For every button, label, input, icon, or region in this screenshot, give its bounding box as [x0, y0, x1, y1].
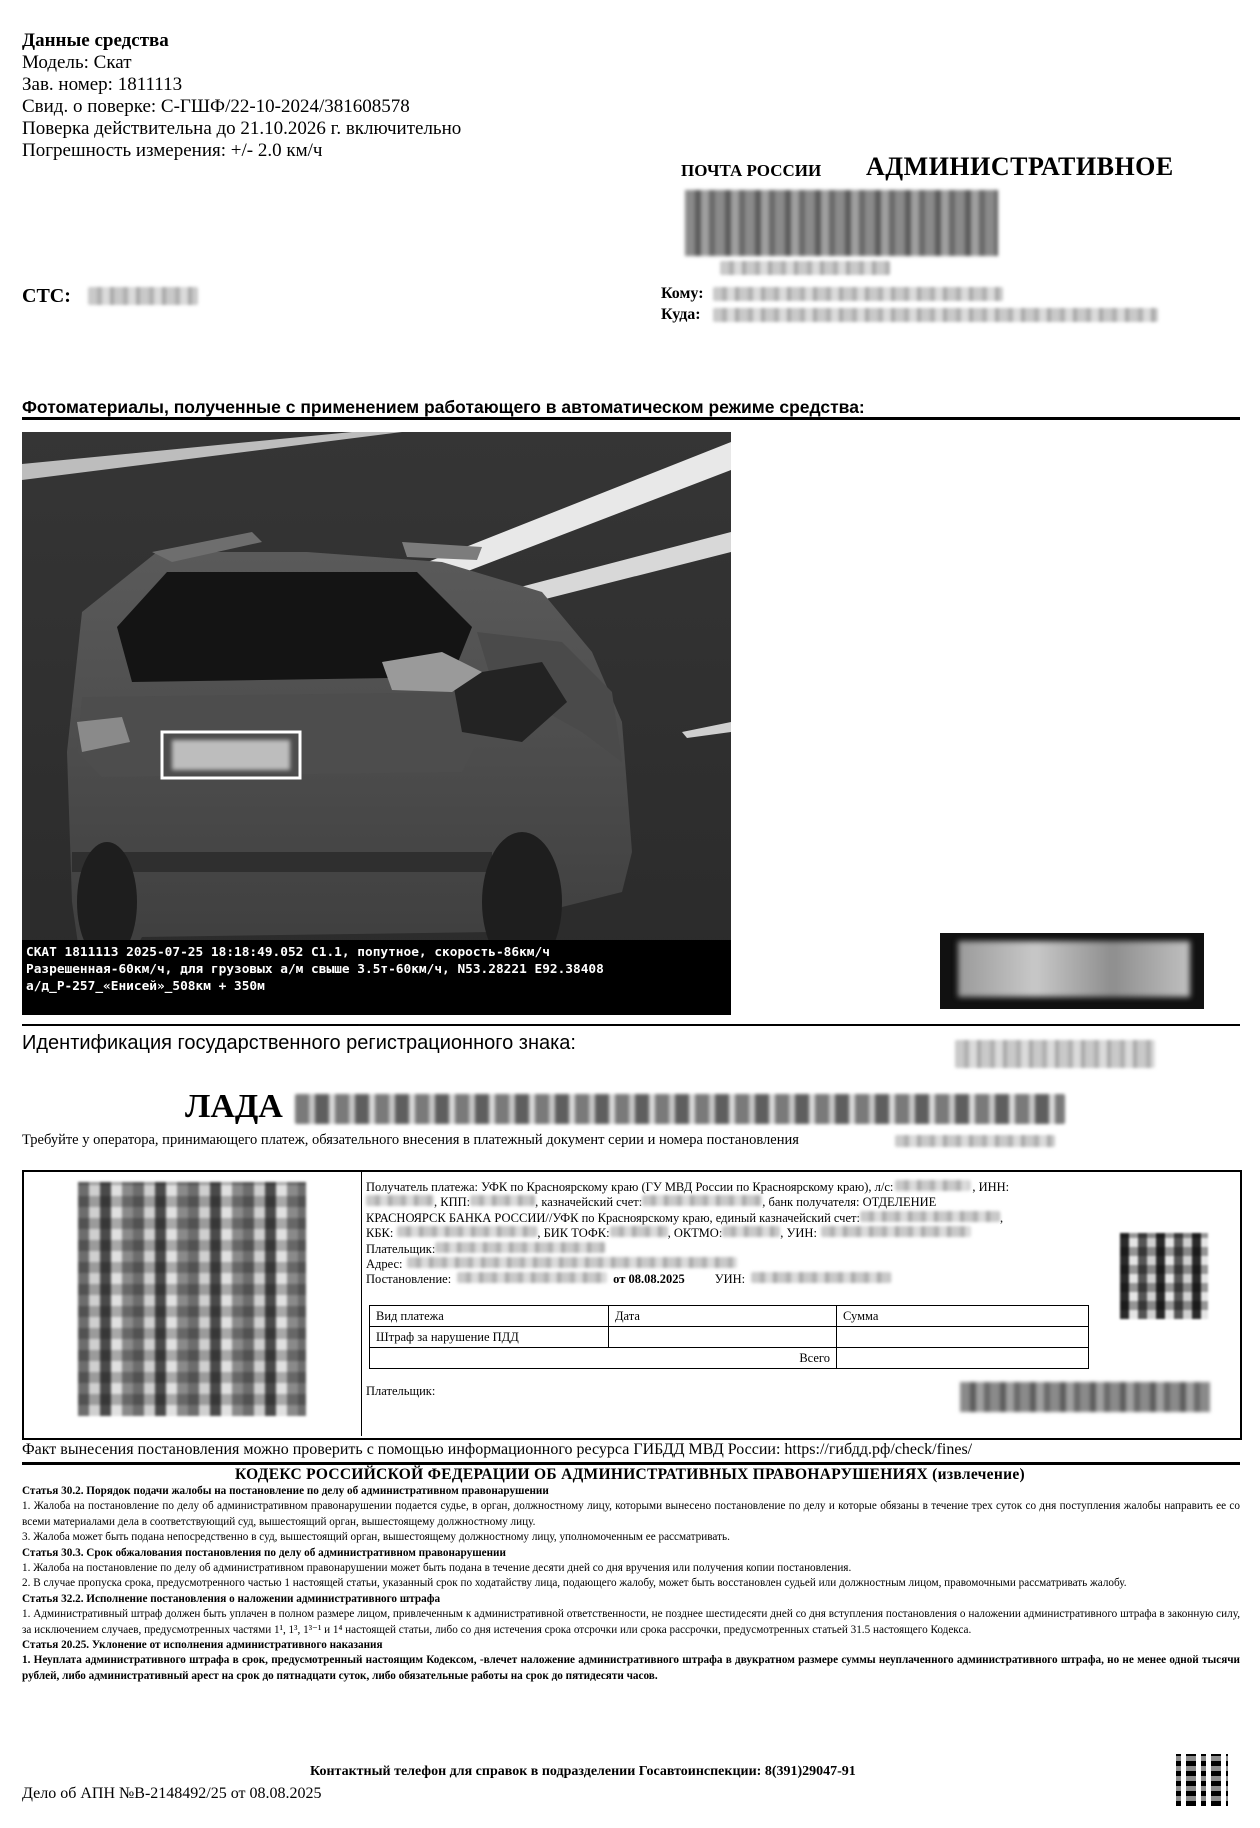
payment-line-2 [366, 1195, 1009, 1210]
row-fine-type: Штраф за нарушение ПДД [370, 1327, 609, 1348]
article-30-3-p2: 2. В случае пропуска срока, предусмотренного частью 1 настоящей статьи, указанный срок по ходатайству лица, подающего жалобу, может быть восстановлен судьей или должностным лицом, правомочными рассматривать жалобу. [22, 1577, 1127, 1590]
where-value-redacted [713, 308, 1158, 322]
payment-details [366, 1180, 1009, 1288]
article-32-2-title: Статья 32.2. Исполнение постановления о наложении административного штрафа [22, 1592, 441, 1605]
device-serial: Зав. номер: 1811113 [22, 74, 183, 95]
oktmo-redacted [722, 1226, 780, 1237]
device-valid: Поверка действительна до 21.10.2026 г. включительно [22, 118, 462, 139]
payment-table [369, 1305, 1089, 1369]
law-extract [22, 1484, 1240, 1684]
resolution-number-redacted [895, 1135, 1055, 1147]
table-row [370, 1348, 1089, 1369]
payment-line-7 [366, 1272, 1009, 1287]
kpp-redacted [470, 1195, 535, 1206]
barcode-number-redacted [720, 261, 890, 275]
device-cert: Свид. о поверке: С-ГШФ/22-10-2024/381608578 [22, 96, 410, 117]
divider [22, 1024, 1240, 1026]
violation-photo [22, 432, 731, 1015]
col-date: Дата [609, 1306, 837, 1327]
article-20-25-p1: 1. Неуплата административного штрафа в срок, предусмотренный настоящим Кодексом, -влечет наложение административного штрафа в двукратном размере суммы неуплаченного административного штрафа, но не менее одной тысячи рублей, либо административный арест на срок до пятнадцати суток, либо обязательные работы на срок до пятидесяти часов. [22, 1654, 1240, 1682]
bik-label: , БИК ТОФК: [537, 1226, 610, 1241]
article-30-3-p1: 1. Жалоба на постановление по делу об административном правонарушении может быть подана в течение десяти дней со дня вручения или получения копии постановления. [22, 1562, 852, 1575]
kpp-label: , КПП: [434, 1195, 471, 1210]
device-model: Модель: Скат [22, 52, 132, 73]
col-amount: Сумма [837, 1306, 1089, 1327]
resolution-redacted [457, 1272, 607, 1283]
photo-caption [26, 944, 604, 995]
caption-line-1: СКАТ 1811113 2025-07-25 18:18:49.052 С1.1, попутное, скорость-86км/ч [26, 945, 550, 960]
device-title: Данные средства [22, 30, 169, 51]
law-title-main: КОДЕКС РОССИЙСКОЙ ФЕДЕРАЦИИ ОБ АДМИНИСТРАТИВНЫХ ПРАВОНАРУШЕНИЯХ [235, 1466, 928, 1483]
uin-label: , УИН: [780, 1226, 817, 1241]
address-label: Адрес: [366, 1257, 403, 1272]
payment-line-6 [366, 1257, 1009, 1272]
bik-redacted [610, 1226, 668, 1237]
contact-phone: Контактный телефон для справок в подразделении Госавтоинспекции: 8(391)29047-91 [310, 1764, 856, 1779]
caption-line-2: Разрешенная-60км/ч, для грузовых а/м свыше 3.5т-60км/ч, N53.28221 E92.38408 [26, 962, 604, 977]
payment-qr-redacted [78, 1182, 306, 1416]
unified-account-redacted [860, 1211, 1000, 1222]
photo-section-title: Фотоматериалы, полученные с применением работающего в автоматическом режиме средства: [22, 397, 865, 417]
kbk-redacted [397, 1226, 537, 1237]
payment-line-3: КРАСНОЯРСК БАНКА РОССИИ//УФК по Красноярскому краю, единый казначейский счет: , [366, 1210, 1004, 1225]
vehicle-brand: ЛАДА [185, 1088, 283, 1125]
car-photo-image [22, 432, 731, 1015]
sts-label: СТС: [22, 285, 71, 307]
footer-qr-code [1176, 1754, 1228, 1806]
small-qr-redacted [1120, 1233, 1208, 1319]
oktmo-label: , ОКТМО: [667, 1226, 723, 1241]
bank-name: КРАСНОЯРСК БАНКА РОССИИ//УФК по Красноярскому краю, единый казначейский счет: [366, 1210, 860, 1225]
payment-line-5 [366, 1242, 1009, 1257]
bank-label: , банк получателя: ОТДЕЛЕНИЕ [762, 1195, 937, 1210]
article-30-2-title: Статья 30.2. Порядок подачи жалобы на постановление по делу об административном правонарушении [22, 1485, 549, 1497]
article-32-2-p1: 1. Административный штраф должен быть уплачен в полном размере лицом, привлеченным к административной ответственности, не позднее шестидесяти дней со дня вступления постановления о наложении административного штрафа в законную силу, за исключением случаев, предусмотренных частями 1¹, 1³, 1³⁻¹ и 1⁴ настоящей статьи, либо со дня истечения срока отсрочки или срока рассрочки, предусмотренных статьей 31.5 настоящего Кодекса. [22, 1608, 1240, 1636]
article-20-25-title: Статья 20.25. Уклонение от исполнения административного наказания [22, 1639, 383, 1652]
table-row [370, 1327, 1089, 1348]
mail-category: АДМИНИСТРАТИВНОЕ [866, 152, 1174, 181]
plate-closeup [940, 933, 1204, 1009]
post-label: ПОЧТА РОССИИ [681, 161, 822, 180]
kbk-label: КБК: [366, 1226, 394, 1241]
case-number: Дело об АПН №В-2148492/25 от 08.08.2025 [22, 1785, 322, 1802]
payer2-label: Плательщик: [366, 1384, 436, 1398]
sts-value-redacted [88, 287, 198, 305]
article-30-2-p1: 1. Жалоба на постановление по делу об административном правонарушении подается судье, в орган, должностному лицу, которыми вынесено постановление по делу и которые обязаны в течение трех суток со дня поступления жалобы направить ее со всеми материалами дела в соответствующий суд, вышестоящий орган, вышестоящему должностному лицу. [22, 1500, 1240, 1528]
where-label: Куда: [661, 306, 701, 323]
article-30-2-p2: 3. Жалоба может быть подана непосредственно в суд, вышестоящий орган, вышестоящему должностному лицу, уполномоченным ее рассматривать. [22, 1531, 730, 1544]
row-fine-amount [837, 1327, 1089, 1348]
payment-line-1 [366, 1180, 1009, 1195]
signature-redacted [960, 1382, 1210, 1412]
inn-label: , ИНН: [972, 1180, 1010, 1194]
row-total-amount [837, 1348, 1089, 1369]
row-total-label: Всего [370, 1348, 837, 1369]
resolution-label: Постановление: [366, 1272, 452, 1287]
treasury-label: , казначейский счет: [535, 1195, 643, 1210]
device-info [22, 30, 461, 162]
address-redacted [407, 1257, 737, 1268]
recipient-label: Получатель платежа: УФК по Красноярскому краю (ГУ МВД России по Красноярскому краю), л/с: [366, 1180, 894, 1194]
plate-redacted [958, 941, 1190, 997]
identification-label: Идентификация государственного регистрационного знака: [22, 1032, 576, 1054]
inn-redacted [366, 1195, 434, 1206]
account-redacted [895, 1180, 970, 1191]
divider [361, 1172, 362, 1436]
require-text: Требуйте у оператора, принимающего платеж, обязательного внесения в платежный документ серии и номера постановления [22, 1132, 799, 1148]
caption-line-3: а/д_Р-257_«Енисей»_508км + 350м [26, 979, 265, 994]
treasury-redacted [642, 1195, 762, 1206]
divider [22, 1462, 1240, 1465]
divider [22, 417, 1240, 420]
uin2-redacted [751, 1272, 891, 1283]
plate-text-redacted [955, 1040, 1155, 1068]
uin2-label: УИН: [714, 1272, 746, 1287]
table-row [370, 1306, 1089, 1327]
to-label: Кому: [661, 285, 704, 302]
payer-label: Плательщик: [366, 1241, 436, 1256]
check-text: Факт вынесения постановления можно проверить с помощью информационного ресурса ГИБДД МВД России: https://гибдд.рф/check/fines/ [22, 1441, 973, 1458]
uin-redacted [821, 1226, 971, 1237]
device-error: Погрешность измерения: +/- 2.0 км/ч [22, 140, 323, 161]
row-fine-date [609, 1327, 837, 1348]
law-title [0, 1466, 1260, 1484]
col-payment-type: Вид платежа [370, 1306, 609, 1327]
article-30-3-title: Статья 30.3. Срок обжалования постановления по делу об административном правонарушении [22, 1546, 506, 1559]
payment-line-4 [366, 1226, 1009, 1241]
resolution-date: от 08.08.2025 [613, 1272, 685, 1287]
payer-redacted [435, 1242, 605, 1253]
barcode-redacted [685, 190, 998, 256]
to-value-redacted [713, 287, 1003, 301]
law-title-suffix: (извлечение) [932, 1466, 1025, 1483]
vehicle-details-redacted [295, 1094, 1065, 1124]
